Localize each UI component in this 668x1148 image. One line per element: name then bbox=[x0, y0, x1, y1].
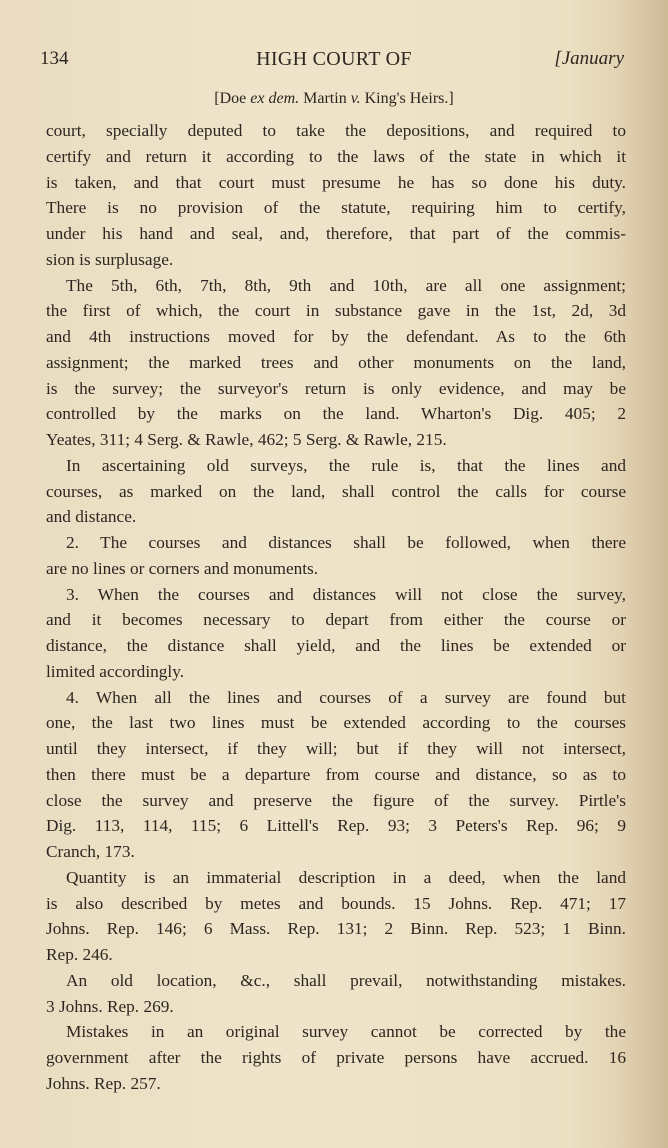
caption-close: King's Heirs.] bbox=[360, 90, 454, 107]
running-month: [January bbox=[554, 48, 624, 69]
text-line: under his hand and seal, and, therefore, that part of the commis- bbox=[46, 224, 626, 243]
text-line: close the survey and preserve the figure of the survey. Pirtle's bbox=[46, 790, 626, 810]
text-line: the first of which, the court in substance gave in the 1st, 2d, 3d bbox=[46, 301, 626, 321]
text-line: Johns. Rep. 257. bbox=[46, 1073, 161, 1093]
running-title: HIGH COURT OF bbox=[256, 48, 412, 70]
text-line: are no lines or corners and monuments. bbox=[46, 558, 319, 578]
text-line: Rep. 246. bbox=[46, 945, 113, 964]
text-line: is also described by metes and bounds. 15 Johns. Rep. 471; 17 bbox=[46, 893, 626, 913]
text-line: and distance. bbox=[46, 507, 137, 527]
page-number: 134 bbox=[40, 48, 69, 69]
text-line: Mistakes in an original survey cannot be corrected by the bbox=[66, 1022, 626, 1042]
text-line: Cranch, 173. bbox=[46, 842, 135, 861]
caption-ex-dem: ex dem. bbox=[250, 90, 300, 107]
text-line: Dig. 113, 114, 115; 6 Littell's Rep. 93; 3 Peters's Rep. 96; 9 bbox=[46, 816, 626, 836]
text-line: court, specially deputed to take the depositions, and required to bbox=[46, 121, 626, 140]
text-line: 2. The courses and distances shall be followed, when there bbox=[66, 533, 626, 552]
case-caption bbox=[0, 90, 668, 108]
caption-v: v. bbox=[350, 90, 361, 107]
text-line: In ascertaining old surveys, the rule is, that the lines and bbox=[66, 455, 626, 475]
text-line: one, the last two lines must be extended according to the courses bbox=[46, 713, 626, 733]
text-line: assignment; the marked trees and other monuments on the land, bbox=[46, 352, 626, 372]
caption-mid: Martin bbox=[299, 90, 351, 107]
text-line: Quantity is an immaterial description in a deed, when the land bbox=[66, 867, 626, 887]
text-line: until they intersect, if they will; but if they will not intersect, bbox=[46, 739, 626, 758]
caption-open: [Doe bbox=[214, 90, 251, 107]
text-line: distance, the distance shall yield, and the lines be extended or bbox=[46, 636, 626, 655]
text-line: then there must be a departure from course and distance, so as to bbox=[46, 764, 626, 784]
body-text bbox=[46, 118, 626, 1097]
text-line: and it becomes necessary to depart from either the course or bbox=[46, 610, 626, 630]
text-line: The 5th, 6th, 7th, 8th, 9th and 10th, are all one assignment; bbox=[66, 275, 626, 295]
text-line: An old location, &c., shall prevail, notwithstanding mistakes. bbox=[66, 970, 626, 990]
text-line: courses, as marked on the land, shall control the calls for course bbox=[46, 481, 626, 501]
text-line: There is no provision of the statute, requiring him to certify, bbox=[46, 198, 626, 218]
text-line: 3 Johns. Rep. 269. bbox=[46, 996, 174, 1016]
text-line: Yeates, 311; 4 Serg. & Rawle, 462; 5 Serg. & Rawle, 215. bbox=[46, 430, 447, 449]
text-line: controlled by the marks on the land. Wharton's Dig. 405; 2 bbox=[46, 404, 626, 424]
text-line: 3. When the courses and distances will not close the survey, bbox=[66, 584, 626, 604]
text-line: certify and return it according to the laws of the state in which it bbox=[46, 146, 626, 166]
text-line: is the survey; the surveyor's return is only evidence, and may be bbox=[46, 378, 626, 398]
text-line: government after the rights of private persons have accrued. 16 bbox=[46, 1048, 626, 1067]
text-line: sion is surplusage. bbox=[46, 249, 174, 269]
text-line: and 4th instructions moved for by the defendant. As to the 6th bbox=[46, 327, 626, 346]
text-line: 4. When all the lines and courses of a survey are found but bbox=[66, 687, 626, 707]
text-line: Johns. Rep. 146; 6 Mass. Rep. 131; 2 Binn. Rep. 523; 1 Binn. bbox=[46, 919, 626, 939]
text-line: is taken, and that court must presume he has so done his duty. bbox=[46, 172, 626, 192]
text-line: limited accordingly. bbox=[46, 661, 185, 681]
